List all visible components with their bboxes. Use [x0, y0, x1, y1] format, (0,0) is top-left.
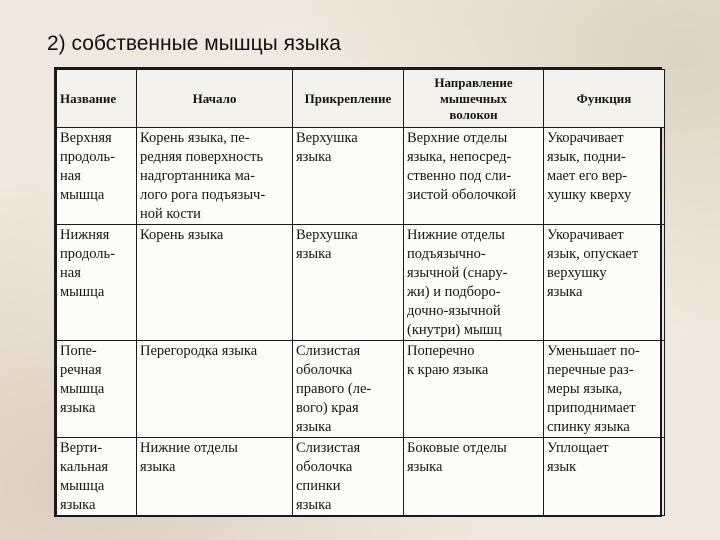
cell-fiber-direction: Боковые отделы языка	[404, 438, 544, 516]
table-row	[57, 341, 665, 438]
header-name: Название	[57, 70, 137, 128]
cell-insertion: Верхушка языка	[293, 225, 404, 341]
muscles-table	[54, 67, 662, 517]
cell-origin: Корень языка	[137, 225, 293, 341]
cell-function: Уменьшает по- перечные раз- меры языка, приподнимает спинку языка	[544, 341, 665, 438]
cell-insertion: Верхушка языка	[293, 128, 404, 225]
slide-title: 2) собственные мышцы языка	[47, 32, 341, 55]
header-fiber-direction: Направление мышечных волокон	[404, 70, 544, 128]
tongue-muscles-table	[56, 69, 665, 516]
cell-fiber-direction: Нижние отделы подъязычно- язычной (снару- жи) и подборо- дочно-язычной (кнутри) мышц	[404, 225, 544, 341]
cell-name: Нижняя продоль- ная мышца	[57, 225, 137, 341]
cell-function: Уплощает язык	[544, 438, 665, 516]
cell-name: Верхняя продоль- ная мышца	[57, 128, 137, 225]
table-header-row	[57, 70, 665, 128]
table-row	[57, 225, 665, 341]
cell-fiber-direction: Верхние отделы языка, непосред- ственно под сли- зистой оболочкой	[404, 128, 544, 225]
header-origin: Начало	[137, 70, 293, 128]
cell-origin: Корень языка, пе- редняя поверхность надгортанника ма- лого рога подъязыч- ной кости	[137, 128, 293, 225]
cell-name: Верти- кальная мышца языка	[57, 438, 137, 516]
header-insertion: Прикрепление	[293, 70, 404, 128]
cell-origin: Перегородка языка	[137, 341, 293, 438]
cell-function: Укорачивает язык, опускает верхушку языка	[544, 225, 665, 341]
cell-fiber-direction: Поперечно к краю языка	[404, 341, 544, 438]
cell-name: Попе- речная мышца языка	[57, 341, 137, 438]
header-function: Функция	[544, 70, 665, 128]
cell-insertion: Слизистая оболочка спинки языка	[293, 438, 404, 516]
cell-insertion: Слизистая оболочка правого (ле- вого) края языка	[293, 341, 404, 438]
cell-origin: Нижние отделы языка	[137, 438, 293, 516]
cell-function: Укорачивает язык, подни- мает его вер- хушку кверху	[544, 128, 665, 225]
table-row	[57, 438, 665, 516]
table-row	[57, 128, 665, 225]
